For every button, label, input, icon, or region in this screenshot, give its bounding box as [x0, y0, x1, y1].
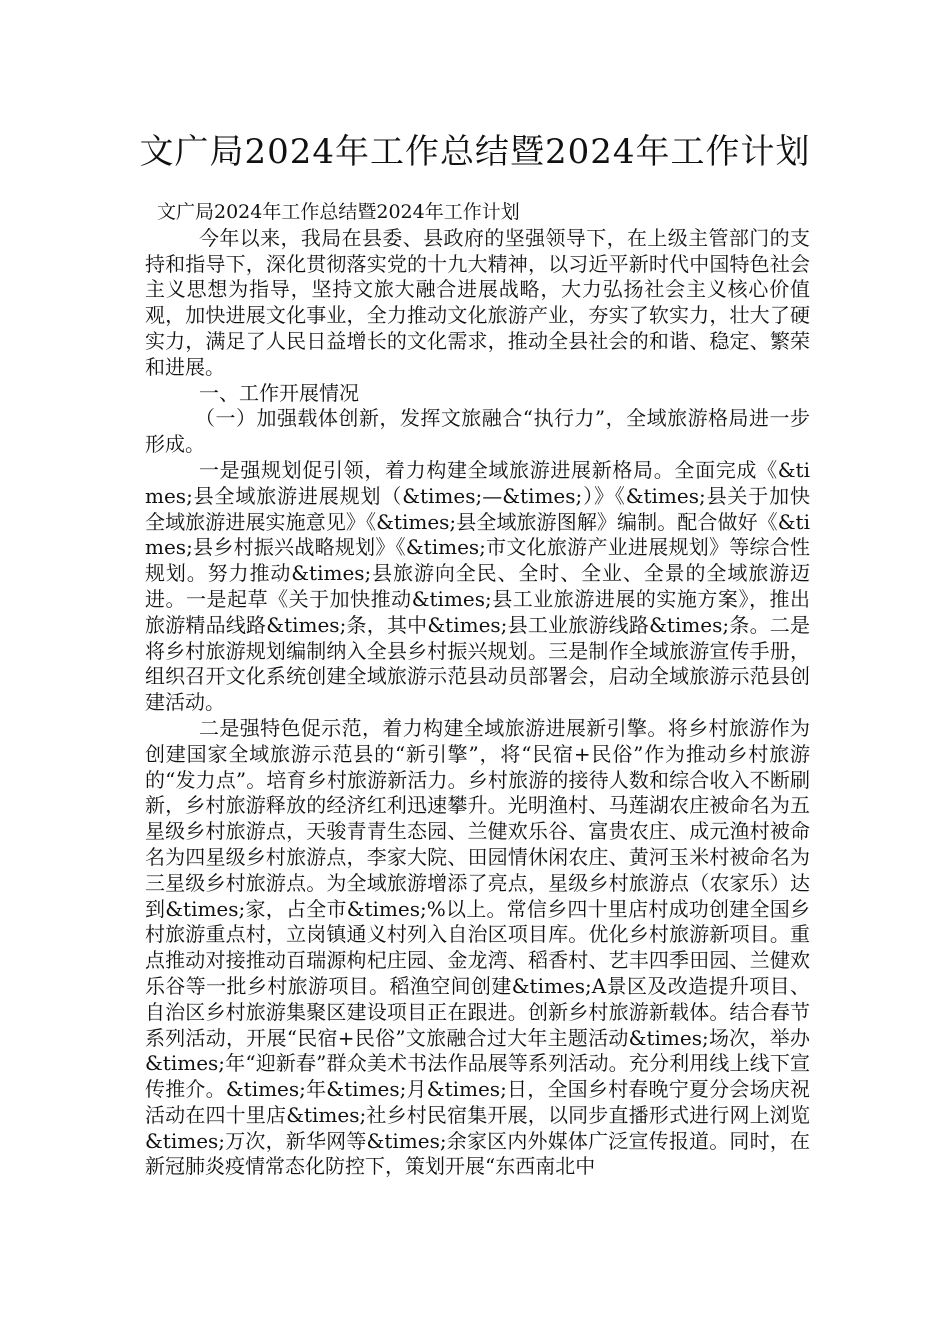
section-heading: 一、工作开展情况: [199, 380, 359, 405]
document-subtitle: 文广局2024年工作总结暨2024年工作计划: [157, 201, 520, 223]
subsection-heading: （一）加强载体创新，发挥文旅融合“执行力”，全域旅游格局进一步形成。: [145, 406, 810, 457]
paragraph-rural-tourism: 二是强特色促示范，着力构建全域旅游进展新引擎。将乡村旅游作为创建国家全域旅游示范县的“新引擎”，将“民宿+民俗”作为推动乡村旅游的“发力点”。培育乡村旅游新活力。乡村旅游的接待人数和综合收入不断刷新，乡村旅游释放的经济红利迅速攀升。光明渔村、马莲湖农庄被命名为五星级乡村旅游点，天骏青青生态园、兰健欢乐谷、富贵农庄、成元渔村被命名为四星级乡村旅游点，李家大院、田园情休闲农庄、黄河玉米村被命名为三星级乡村旅游点。为全域旅游增添了亮点，星级乡村旅游点（农家乐）达到&times;家，占全市&times;%以上。常信乡四十里店村成功创建全国乡村旅游重点村，立岗镇通义村列入自治区项目库。优化乡村旅游新项目。重点推动对接推动百瑞源枸杞庄园、金龙湾、稻香村、艺丰四季田园、兰健欢乐谷等一批乡村旅游项目。稻渔空间创建&times;A景区及改造提升项目、自治区乡村旅游集聚区建设项目正在跟进。创新乡村旅游新载体。结合春节系列活动，开展“民宿+民俗”文旅融合过大年主题活动&times;场次，举办&times;年“迎新春”群众美术书法作品展等系列活动。充分利用线上线下宣传推介。&times;年&times;月&times;日，全国乡村春晚宁夏分会场庆祝活动在四十里店&times;社乡村民宿集开展，以同步直播形式进行网上浏览&times;万次，新华网等&times;余家区内外媒体广泛宣传报道。同时，在新冠肺炎疫情常态化防控下，策划开展“东西南北中: [145, 715, 810, 1179]
document-body: [145, 200, 810, 1180]
paragraph-planning: 一是强规划促引领，着力构建全域旅游进展新格局。全面完成《&times;县全域旅游进展规划（&times;—&times;）》《&times;县关于加快全域旅游进展实施意见》《&times;县全域旅游图解》编制。配合做好《&times;县乡村振兴战略规划》《&times;市文化旅游产业进展规划》等综合性规划。努力推动&times;县旅游向全民、全时、全业、全景的全域旅游迈进。一是起草《关于加快推动&times;县工业旅游进展的实施方案》，推出旅游精品线路&times;条，其中&times;县工业旅游线路&times;条。二是将乡村旅游规划编制纳入全县乡村振兴规划。三是制作全域旅游宣传手册，组织召开文化系统创建全域旅游示范县动员部署会，启动全域旅游示范县创建活动。: [145, 457, 810, 715]
paragraph-intro: 今年以来，我局在县委、县政府的坚强领导下，在上级主管部门的支持和指导下，深化贯彻落实党的十九大精神，以习近平新时代中国特色社会主义思想为指导，坚持文旅大融合进展战略，大力弘扬社会主义核心价值观，加快进展文化事业，全力推动文化旅游产业，夯实了软实力，壮大了硬实力，满足了人民日益增长的文化需求，推动全县社会的和谐、稳定、繁荣和进展。: [145, 225, 810, 379]
document-title: 文广局2024年工作总结暨2024年工作计划: [139, 132, 811, 172]
